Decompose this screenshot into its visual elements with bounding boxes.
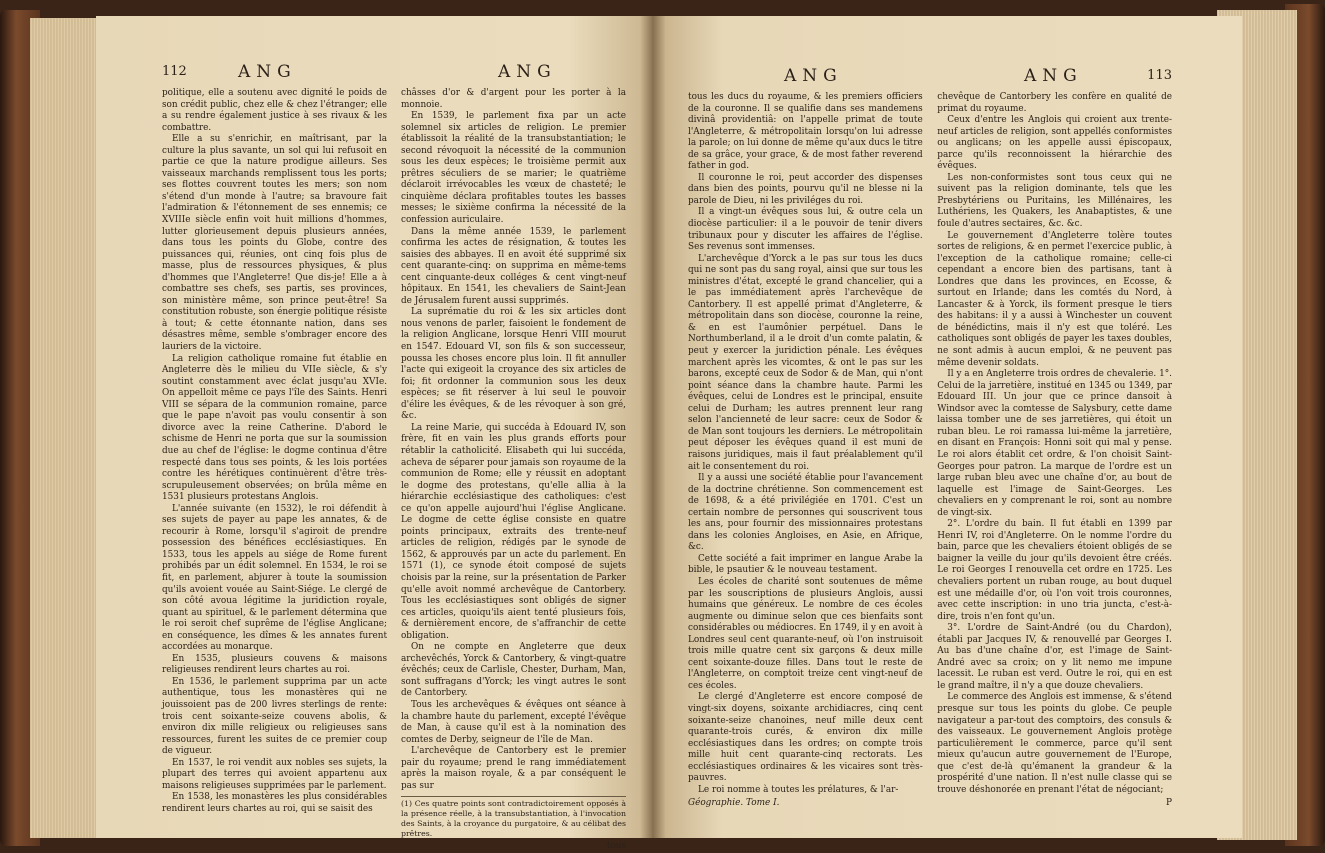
paragraph: En 1537, le roi vendit aux nobles ses sujets, la plupart des terres qui avoient appartenu aux maisons religieuses supprimées par le parlement. [162, 757, 388, 791]
paragraph: Ceux d'entre les Anglois qui croient aux trente-neuf articles de religion, sont appellés conformistes ou anglicans; on les appelle aussi épiscopaux, parce qu'ils reconnoissent la hiérarchie des évêques. [937, 115, 1172, 172]
signature-line [688, 798, 923, 810]
signature-letter: P [1166, 798, 1172, 809]
paragraph: Il y a aussi une société établie pour l'avancement de la doctrine chrétienne. Son commencement est de 1698, & a été privilégiée en 1701. C'est un certain nombre de personnes qui souscrivent tous les ans, pour fournir des missionnaires protestans dans les colonies Angloises, en Asie, en Afrique, &c. [688, 473, 923, 553]
paragraph: tous les ducs du royaume, & les premiers officiers de la couronne. Il se qualifie dans ses mandemens divinâ providentiâ: on l'appelle primat de toute l'Angleterre, & métropolitain lorsqu'on lui adresse la parole; on lui donne de même qu'aux ducs le titre de sa grâce, your grace, & de most father reverend father in god. [688, 92, 923, 172]
left-page-header [162, 62, 626, 84]
paragraph: Elle a su s'enrichir, en maîtrisant, par la culture la plus savante, un sol qui lui refusoit en partie ce que la nature prodigue ailleurs. Ses vaisseaux marchands remplissent tous les ports; ses flottes couvrent toutes les mers; son nom s'étend d'un monde à l'autre; sa bravoure fait l'admiration & l'étonnement de ses ennemis; ce XVIIIe siècle enfin voit huit millions d'hommes, lutter glorieusement depuis plusieurs années, dans tous les points du Globe, contre des puissances qui, réunies, ont cinq fois plus de masse, plus de ressources physiques, & plus d'hommes que l'Angleterre! Que dis-je! Elle a à combattre ses chefs, ses partis, ses provinces, son ministère même, son prince peut-être! Sa constitution robuste, son énergie politique résiste à tout; & cette étonnante nation, dans ses désastres même, semble s'ombrager encore des lauriers de la victoire. [162, 134, 388, 353]
paragraph: En 1538, les monastères les plus considérables rendirent leurs chartes au roi, qui se saisit des [162, 792, 388, 814]
page-number: 112 [162, 64, 187, 79]
paragraph: Le gouvernement d'Angleterre tolère toutes sortes de religions, & en permet l'exercice public, à l'exception de la catholique romaine; celle-ci cependant a encore bien des partisans, tant à Londres que dans les provinces, en Ecosse, & surtout en Irlande; dans les comtés du Nord, à Lancaster & à Yorck, ils forment presque le tiers des habitans: il y a aussi à Winchester un couvent de bénédictins, mais il n'y est que toléré. Les catholiques sont obligés de payer les taxes doubles, ne sont admis à aucun emploi, & ne peuvent pas même devenir soldats. [937, 230, 1172, 368]
paragraph: L'archevêque de Cantorbery est le premier pair du royaume; prend le rang immédiatement après la maison royale, & a par conséquent le pas sur [400, 746, 626, 791]
paragraph: Il a vingt-un évêques sous lui, & outre cela un diocèse particulier: il a le pouvoir de tenir divers tribunaux pour y discuter les affaires de l'église. Ses revenus sont immenses. [688, 207, 923, 253]
paragraph: Le clergé d'Angleterre est encore composé de vingt-six doyens, soixante archidiacres, cinq cent soixante-seize chanoines, neuf mille deux cent quarante-trois curés, & environ dix mille ecclésiastiques dans les ordres; on compte trois mille huit cent quarante-cinq rectorats. Les ecclésiastiques ordinaires & les vicaires sont très-pauvres. [688, 692, 923, 784]
right-page-header [688, 66, 1172, 88]
paragraph: Il y a en Angleterre trois ordres de chevalerie. 1°. Celui de la jarretière, institué en 1345 ou 1349, par Edouard III. Un jour que ce prince dansoit à Windsor avec la comtesse de Salysbury, cette dame laissa tomber une de ses jarretières, qui étoit un ruban bleu. Le roi ramassa lui-même la jarretière, en disant en François: Honni soit qui mal y pense. Le roi alors établit cet ordre, & l'on choisit Saint-Georges pour patron. La marque de l'ordre est un large ruban bleu avec une chaîne d'or, au bout de laquelle est l'image de Saint-Georges. Les chevaliers en y comprenant le roi, sont au nombre de vingt-six. [937, 369, 1172, 518]
paragraph: Cette société a fait imprimer en langue Arabe la bible, le psautier & le nouveau testament. [688, 553, 923, 576]
paragraph: Le roi nomme à toutes les prélatures, & l'ar- [698, 784, 899, 795]
running-head: ANG [498, 62, 557, 82]
paragraph: 3°. L'ordre de Saint-André (ou du Chardon), établi par Jacques IV, & renouvellé par Georges I. Au bas d'une chaîne d'or, est l'image de Saint-André avec sa croix; on y lit nemo me impune lacessit. Le ruban est verd. Outre le roi, qui en est le grand maître, il n'y a que douze chevaliers. [937, 623, 1172, 691]
right-page [652, 16, 1242, 838]
paragraph: La suprématie du roi & les six articles dont nous venons de parler, faisoient le fondement de la religion Anglicane, lorsque Henri VIII mourut en 1547. Edouard VI, son fils & son successeur, poussa les choses encore plus loin. Il fit annuller l'acte qui exigeoit la croyance des six articles de foi; fit ordonner la communion sous les deux espèces; se fit réserver à lui seul le pouvoir d'élire les évêques, & de les révoquer à son gré, &c. [400, 307, 626, 422]
paragraph: En 1535, plusieurs couvens & maisons religieuses rendirent leurs chartes au roi. [162, 653, 388, 676]
right-page-column-2 [937, 92, 1172, 810]
left-page-column-2 [401, 88, 626, 853]
paragraph: La religion catholique romaine fut établie en Angleterre dès le milieu du VIIe siècle, & s'y soutint constamment avec éclat jusqu'au XVIe. On appelloit même ce pays l'île des Saints. Henri VIII se sépara de la communion romaine, parce que le pape n'avoit pas voulu consentir à son divorce avec la reine Catherine. D'abord le schisme de Henri ne porta que sur la soumission due au chef de l'église: le dogme continua d'être respecté dans tous ses points, & les lois portées contre les hérétiques continuèrent d'être très-scrupuleusement observées; on brûla même en 1531 plusieurs protestans Anglois. [162, 353, 388, 503]
book-gutter [640, 16, 666, 838]
paragraph: En 1539, le parlement fixa par un acte solemnel six articles de religion. Le premier établissoit la réalité de la transubstantiation; le second révoquoit la nécessité de la communion sous les deux espèces; le troisième permit aux prêtres séculiers de se marier; le quatrième déclaroit irrévocables les vœux de chasteté; le cinquième déclara profitables toutes les basses messes; le sixième confirma la nécessité de la confession auriculaire. [400, 111, 626, 226]
paragraph: politique, elle a soutenu avec dignité le poids de son crédit public, chez elle & chez l'étranger; elle a su rendre également justice à ses rivaux & les combattre. [162, 88, 388, 133]
catchword: tous [606, 841, 626, 852]
paragraph: Les non-conformistes sont tous ceux qui ne suivent pas la religion dominante, tels que les Presbytériens ou Puritains, les Millénaires, les Luthériens, les Quakers, les Anabaptistes, & une foule d'autres sectaires, &c. &c. [937, 172, 1172, 230]
paragraph: châsses d'or & d'argent pour les porter à la monnoie. [400, 88, 626, 110]
left-page [96, 16, 652, 852]
paragraph: La reine Marie, qui succéda à Edouard IV, son frère, fit en vain les plus grands efforts pour rétablir la catholicité. Elisabeth qui lui succéda, acheva de séparer pour jamais son royaume de la communion de Rome; elle y réussit en adoptant le dogme des protestans, qu'elle allia à la hiérarchie ecclésiastique des catholiques: c'est ce qu'on appelle aujourd'hui l'église Anglicane. Le dogme de cette église consiste en quatre points principaux, extraits des trente-neuf articles de religion, rédigés par le synode de 1562, & approuvés par un acte du parlement. En 1571 (1), ce synode étoit composé de sujets choisis par la reine, sur la présentation de Parker qu'elle avoit nommé archevêque de Cantorbery. Tous les ecclésiastiques sont obligés de signer ces articles, quoiqu'ils aient tenté plusieurs fois, & dernièrement encore, de s'affranchir de cette obligation. [400, 422, 626, 641]
signature-mark: Géographie. Tome I. [688, 798, 780, 809]
paragraph: En 1536, le parlement supprima par un acte authentique, tous les monastères qui ne jouissoient pas de 200 livres sterlings de rente: trois cent soixante-seize couvens abolis, & environ dix mille religieux ou religieuses sans ressources, furent les suites de ce premier coup de vigueur. [162, 676, 388, 757]
paragraph: L'année suivante (en 1532), le roi défendit à ses sujets de payer au pape les annates, & de recourir à Rome, lorsqu'il s'agiroit de prendre possession des bénéfices ecclésiastiques. En 1533, tous les appels au siége de Rome furent prohibés par un édit solemnel. En 1534, le roi se fit, en parlement, abjurer à toute la soumission qu'ils avoient vouée au Saint-Siége. Le clergé de son côté avoua légitime la juridiction royale, quant au spirituel, & le parlement détermina que le roi seroit chef suprême de l'église Anglicane; en conséquence, les dîmes & les annates furent accordées au monarque. [162, 503, 388, 653]
running-head: ANG [1024, 66, 1083, 86]
paragraph: Tous les archevêques & évêques ont séance à la chambre haute du parlement, excepté l'évêque de Man, à cause qu'il est à la nomination des comtes de Derby, seigneur de l'île de Man. [400, 699, 626, 745]
paragraph: 2°. L'ordre du bain. Il fut établi en 1399 par Henri IV, roi d'Angleterre. On le nomme l'ordre du bain, parce que les chevaliers étoient obligés de se baigner la veille du jour qu'ils devoient être créés. Le roi Georges I renouvella cet ordre en 1725. Les chevaliers portent un ruban rouge, au bout duquel est une médaille d'or, où l'on voit trois couronnes, avec cette inscription: in uno tria juncta, c'est-à-dire, trois n'en font qu'un. [937, 519, 1172, 622]
paragraph: On ne compte en Angleterre que deux archevêchés, Yorck & Cantorbery, & vingt-quatre évêchés; ceux de Carlisle, Chester, Durham, Man, sont suffragans d'Yorck; les vingt autres le sont de Cantorbery. [400, 642, 626, 699]
footnote: (1) Ces quatre points sont contradictoirement opposés à la présence réelle, à la transubstantiation, à l'invocation des Saints, à la croyance du purgatoire, & au célibat des prêtres. [401, 796, 626, 839]
paragraph: L'archevêque d'Yorck a le pas sur tous les ducs qui ne sont pas du sang royal, ainsi que sur tous les ministres d'état, excepté le grand chancelier, qui a le pas immédiatement après l'archevêque de Cantorbery. Il est appellé primat d'Angleterre, & métropolitain dans son diocèse, couronne la reine, & en est l'aumônier perpétuel. Dans le Northumberland, il a le droit d'un comte palatin, & peut y exercer la juridiction pénale. Les évêques marchent après les vicomtes, & ont le pas sur les barons, excepté ceux de Sodor & de Man, qui n'ont point séance dans la chambre haute. Parmi les évêques, celui de Londres est le principal, ensuite celui de Durham; les autres prennent leur rang selon l'ancienneté de leur sacre: ceux de Sodor & de Man sont toujours les derniers. Le métropolitain peut déposer les évêques quand il est muni de raisons juridiques, mais il faut préalablement qu'il ait le consentement du roi. [688, 253, 923, 472]
running-head: ANG [784, 66, 843, 86]
paragraph: Le commerce des Anglois est immense, & s'étend presque sur tous les points du globe. Ce peuple navigateur a par-tout des comptoirs, des consuls & des vaisseaux. Le gouvernement Anglois protège particulièrement le commerce, parce qu'il sent mieux qu'aucun autre gouvernement de l'Europe, que c'est de-là qu'émanent la grandeur & la prospérité d'une nation. Il n'est nulle classe qui se trouve déshonorée en prenant l'état de négociant; [937, 692, 1172, 795]
paragraph: Les écoles de charité sont soutenues de même par les souscriptions de plusieurs Anglois, aussi humains que généreux. Le nombre de ces écoles augmente ou diminue selon que ces bienfaits sont considérables ou médiocres. En 1749, il y en avoit à Londres seul cent quarante-neuf, où l'on instruisoit trois mille quatre cent six garçons & deux mille cent soixante-douze filles. Dans tout le reste de l'Angleterre, on comptoit treize cent vingt-neuf de ces écoles. [688, 576, 923, 691]
page-edges-left [30, 18, 100, 838]
page-number: 113 [1147, 68, 1172, 83]
paragraph: chevêque de Cantorbery les confère en qualité de primat du royaume. [937, 92, 1172, 114]
left-page-column-1 [162, 88, 387, 853]
paragraph: Dans la même année 1539, le parlement confirma les actes de résignation, & toutes les saisies des abbayes. Il en avoit été supprimé six cent quarante-cinq: on supprima en même-tems cent cinquante-deux colléges & cent vingt-neuf hôpitaux. En 1541, les chevaliers de Saint-Jean de Jérusalem furent aussi supprimés. [400, 226, 626, 306]
right-page-column-1 [688, 92, 923, 810]
running-head: ANG [238, 62, 297, 82]
paragraph: Il couronne le roi, peut accorder des dispenses dans bien des points, pourvu qu'il ne blesse ni la parole de Dieu, ni les priviléges du roi. [688, 172, 923, 206]
